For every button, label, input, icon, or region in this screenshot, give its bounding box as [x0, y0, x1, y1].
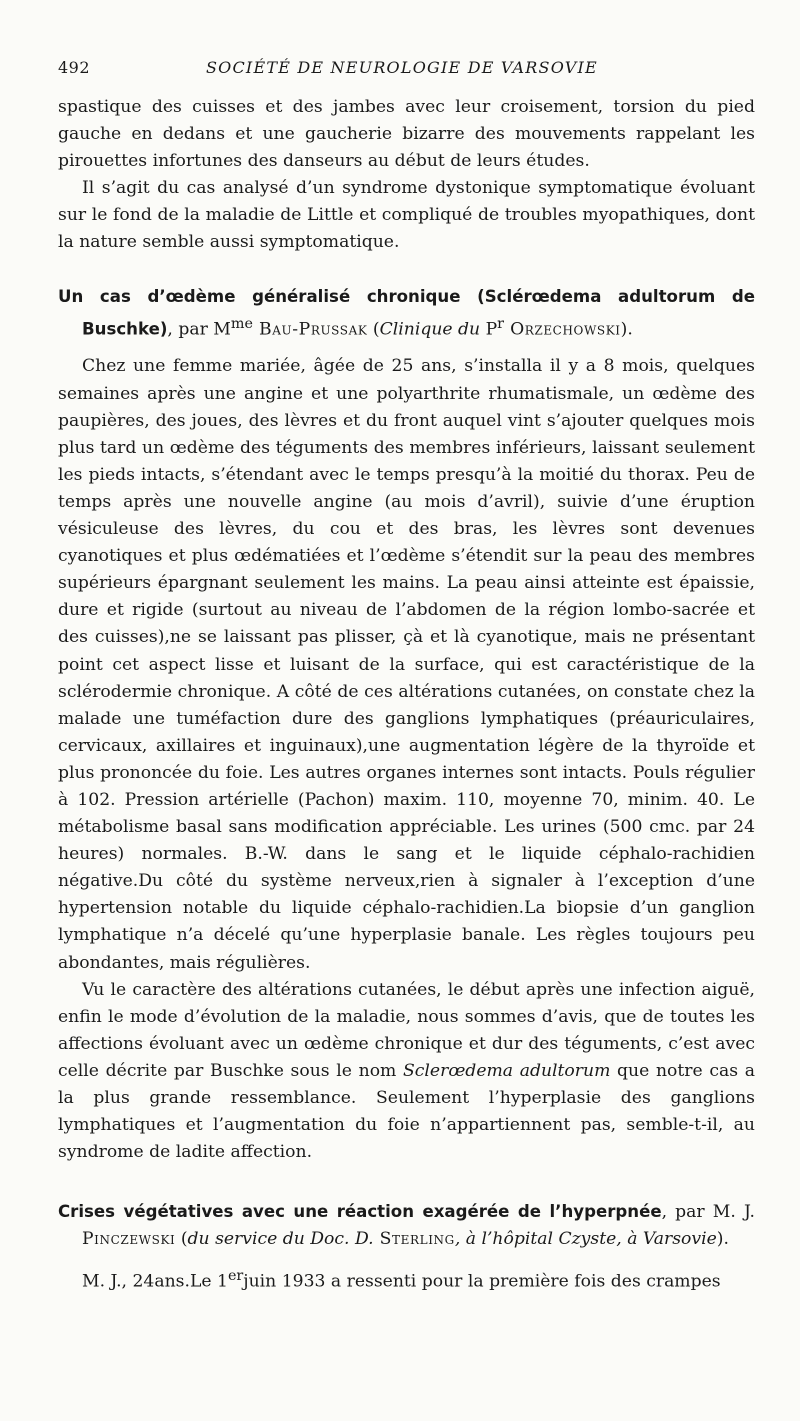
- page-number: 492: [58, 58, 91, 77]
- paragraph-continuation: spastique des cuisses et des jambes avec leur croisement, torsion du pied gauche en dedans et une gaucherie bizarre des mouvements rappelant les pirouettes infortunes des danseurs au début de leurs études.: [58, 97, 755, 172]
- section-title-text: Un cas d’œdème généralisé chronique (Sclérœdema adultorum de Buschke): [58, 286, 755, 339]
- author-name: Pinczewski: [82, 1229, 176, 1250]
- section-title-text: Crises végétatives avec une réaction exagérée de l’hyperpnée: [58, 1202, 662, 1222]
- paragraph-case-start: M. J., 24ans.Le 1erjuin 1933 a ressenti pour la première fois des crampes: [82, 1268, 721, 1293]
- running-title: SOCIÉTÉ DE NEUROLOGIE DE VARSOVIE: [206, 58, 598, 77]
- paragraph-discussion: Vu le caractère des altérations cutanées, le début après une infection aiguë, enfin le mode d’évolution de la maladie, nous sommes d’avis, que de toutes les affections évoluant avec un œdème chronique et dur des téguments, c’est avec celle décrite par Buschke sous le nom Sclerœdema adultorum que notre cas a la plus grande ressemblance. Seulement l’hyperplasie des ganglions lymphatiques et l’augmentation du foie n’appartiennent pas, semble-t-il, au syndrome de ladite affection.: [58, 979, 755, 1163]
- paragraph-conclusion: Il s’agit du cas analysé d’un syndrome dystonique symptomatique évoluant sur le fond de la maladie de Little et compliqué de troubles myopathiques, dont la nature semble aussi symptomatique.: [58, 178, 755, 253]
- author-name: Bau-Prussak: [252, 319, 368, 340]
- section-title-crises: Crises végétatives avec une réaction exagérée de l’hyperpnée, par M. J. Pinczewski (du service du Doc. D. Sterling, à l’hôpital Czyste, à Varsovie).: [58, 1202, 755, 1250]
- page-body: [58, 94, 755, 1296]
- running-header: [58, 58, 755, 82]
- paragraph-case-description: Chez une femme mariée, âgée de 25 ans, s’installa il y a 8 mois, quelques semaines après une angine et une polyarthrite rhumatismale, un œdème des paupières, des joues, des lèvres et du front auquel vint s’ajouter quelques mois plus tard un œdème des téguments des membres inférieurs, laissant seulement les pieds intacts, s’étendant avec le temps presqu’à la moitié du thorax. Peu de temps après une nouvelle angine (au mois d’avril), suivie d’une éruption vésiculeuse des lèvres, du cou et des bras, les lèvres sont devenues cyanotiques et plus œdématiées et l’œdème s’étendit sur la peau des membres supérieurs épargnant seulement les mains. La peau ainsi atteinte est épaissie, dure et rigide (surtout au niveau de l’abdomen de la région lombo-sacrée et des cuisses),ne se laissant pas plisser, çà et là cyanotique, mais ne présentant point cet aspect lisse et luisant de la surface, qui est caractéristique de la sclérodermie chronique. A côté de ces altérations cutanées, on constate chez la malade une tuméfaction dure des ganglions lymphatiques (préauriculaires, cervicaux, axillaires et inguinaux),une augmentation légère de la thyroïde et plus prononcée du foie. Les autres organes internes sont intacts. Pouls régulier à 102. Pression artérielle (Pachon) maxim. 110, moyenne 70, minim. 40. Le métabolisme basal sans modification appréciable. Les urines (500 cmc. par 24 heures) normales. B.-W. dans le sang et le liquide céphalo-rachidien négative.Du côté du système nerveux,rien à signaler à l’exception d’une hypertension notable du liquide céphalo-rachidien.La biopsie d’un ganglion lymphatique n’a décelé qu’une hyperplasie banale. Les règles toujours peu abondantes, mais régulières.: [58, 356, 755, 973]
- section-title-scleroedema: Un cas d’œdème généralisé chronique (Sclérœdema adultorum de Buschke), par $M^{me}$ Bau-Prussak (Clinique du $P^r$ Orzechowski).: [58, 286, 755, 340]
